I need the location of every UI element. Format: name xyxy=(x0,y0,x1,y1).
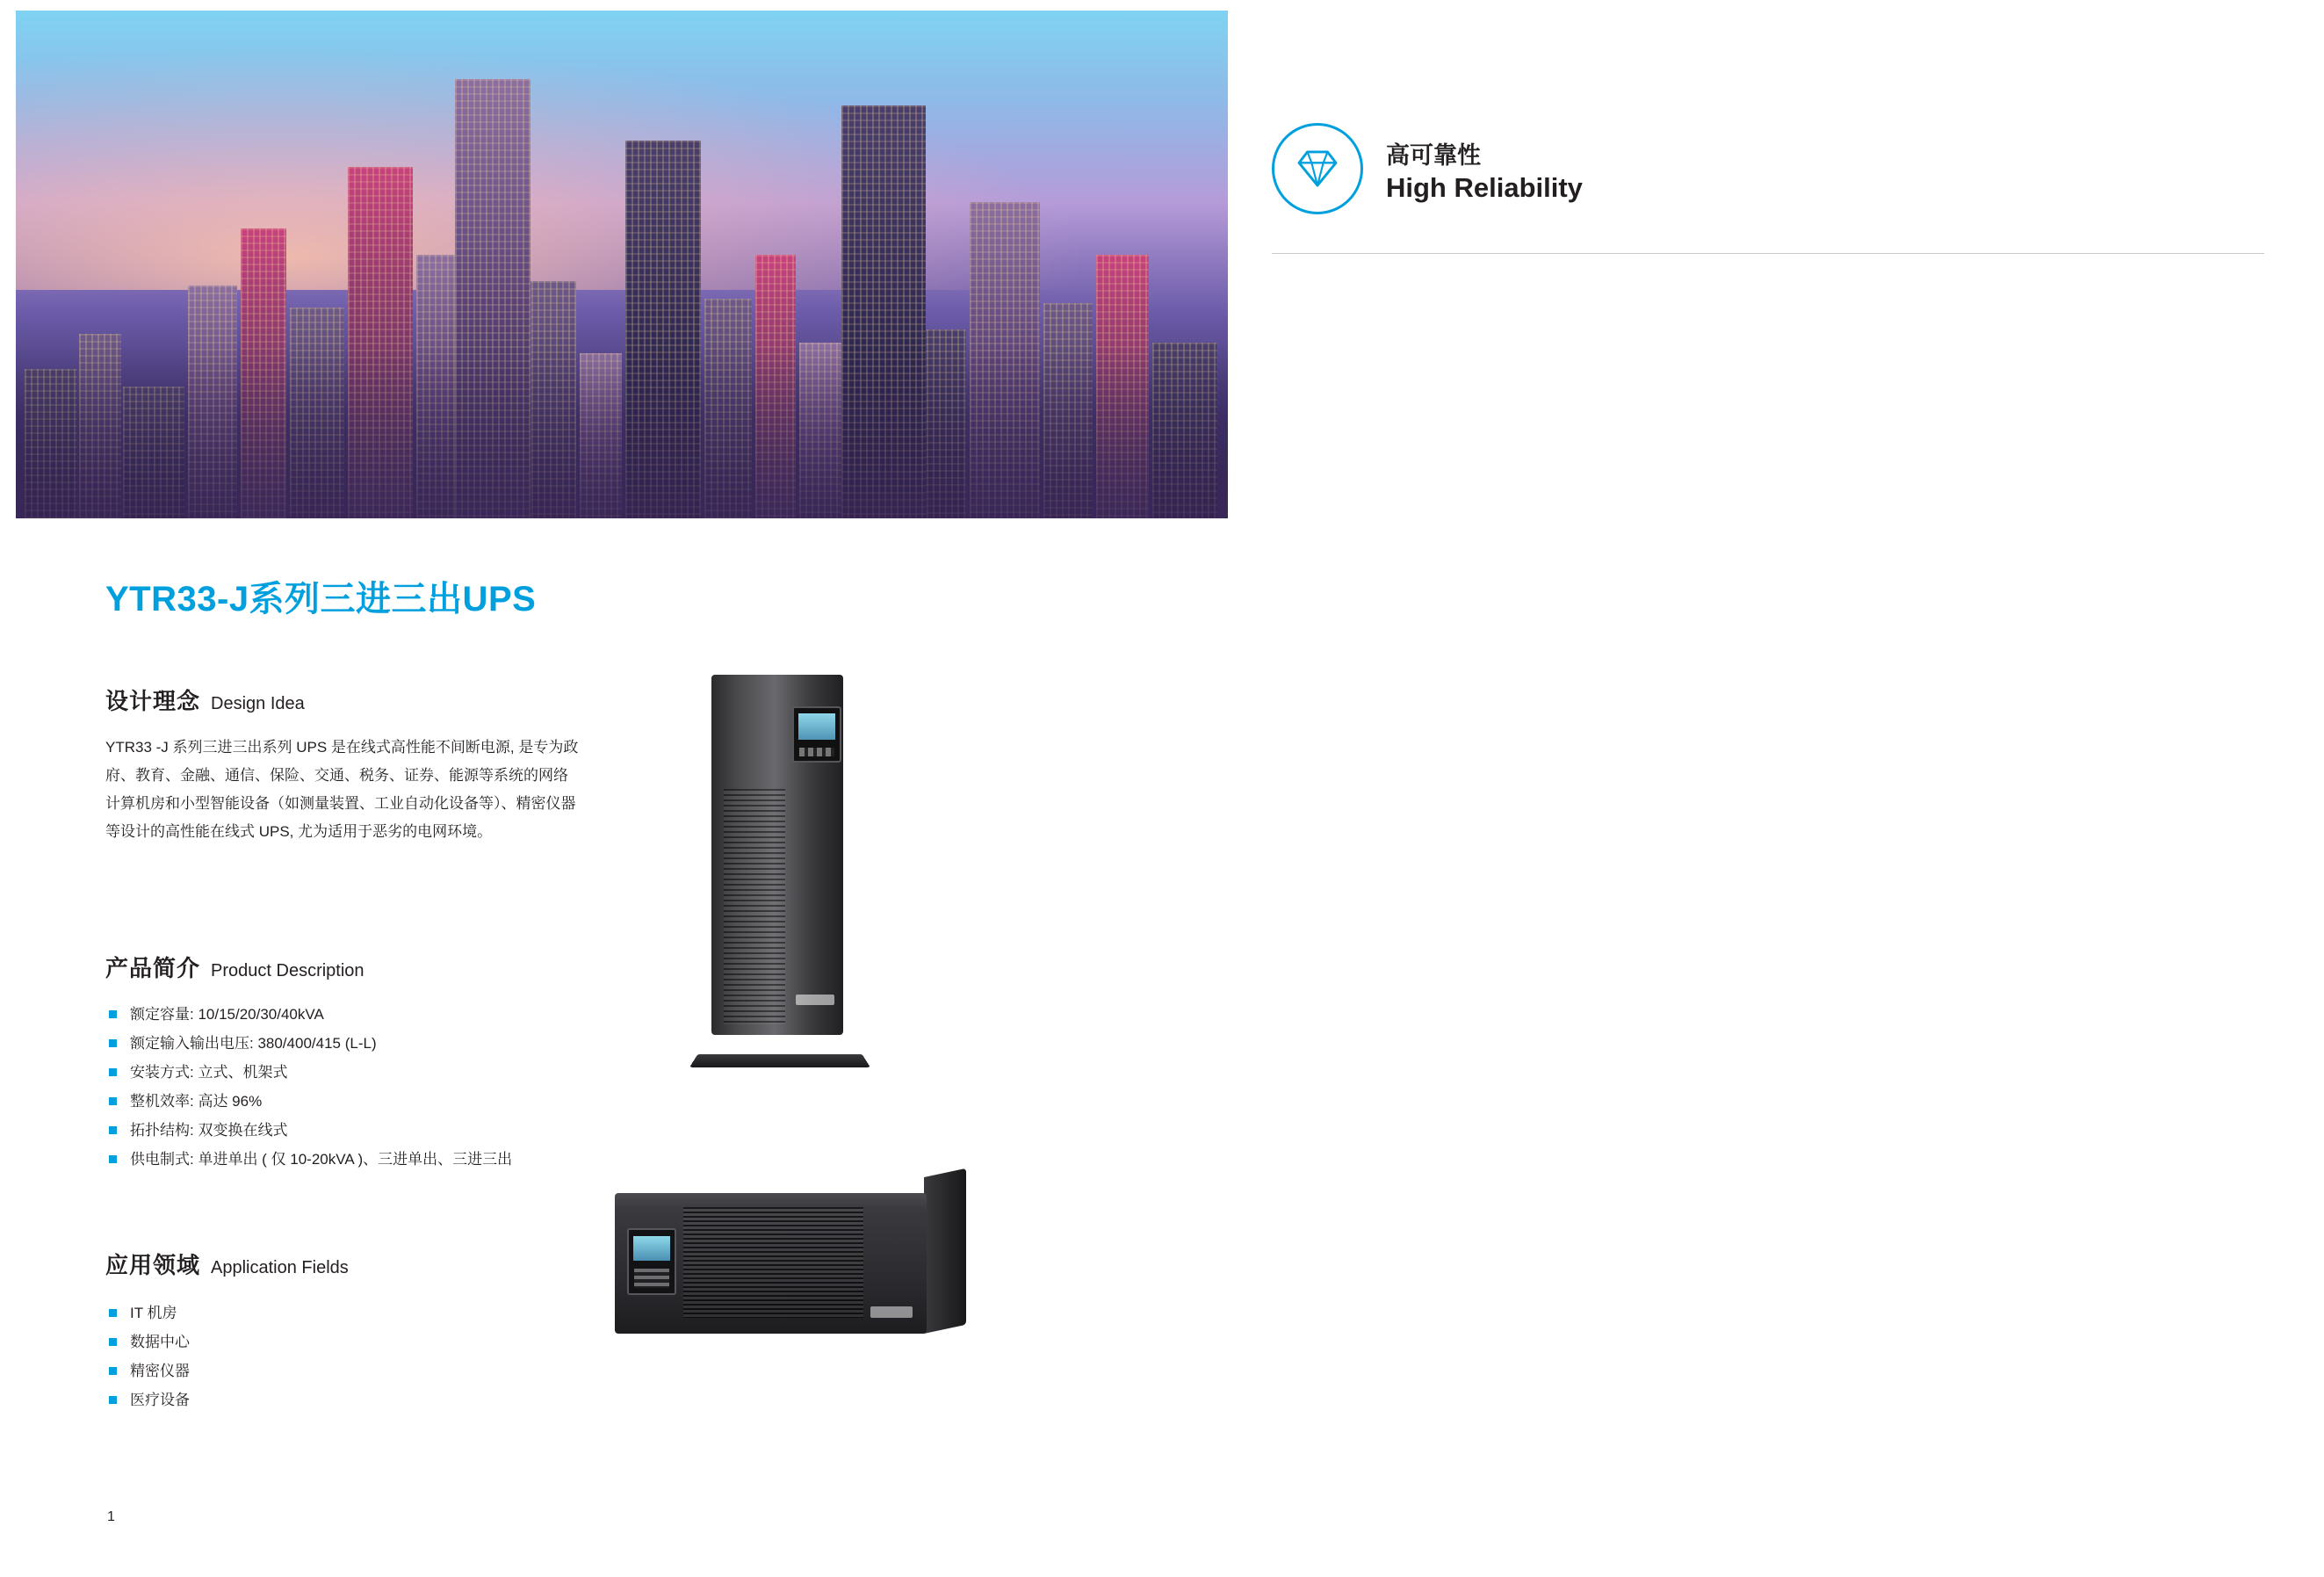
tower-lcd-screen xyxy=(798,713,835,740)
section-title-cn: 高可靠性 xyxy=(1386,142,1481,169)
list-item: IT 机房 xyxy=(107,1298,458,1327)
tower-stand xyxy=(689,1054,870,1067)
rack-lcd-screen xyxy=(633,1236,670,1261)
design-idea-heading xyxy=(105,684,305,716)
rack-chassis xyxy=(615,1193,927,1334)
page-number-left: 1 xyxy=(107,1509,115,1524)
brand-logo xyxy=(870,1306,913,1318)
tower-vents xyxy=(724,789,785,1024)
list-item: 安装方式: 立式、机架式 xyxy=(107,1058,669,1087)
design-idea-body: YTR33 -J 系列三进三出系列 UPS 是在线式高性能不间断电源, 是专为政府、教育、金融、通信、保险、交通、税务、证券、能源等系统的网络计算机房和小型智能设备（如测量装置、工业自动化设备等）、精密仪器等设计的高性能在线式 UPS, 尤为适用于恶劣的电网环境。 xyxy=(105,739,579,840)
rack-buttons xyxy=(634,1269,669,1288)
product-description-heading-en: Product Description xyxy=(211,961,364,980)
hero-city-image xyxy=(16,11,1228,518)
application-fields-heading-en: Application Fields xyxy=(211,1258,349,1277)
rack-vent-mesh xyxy=(683,1207,863,1318)
product-description-heading xyxy=(105,951,364,983)
application-fields-heading-cn: 应用领域 xyxy=(105,1252,201,1278)
design-idea-heading-en: Design Idea xyxy=(211,694,305,713)
tower-chassis xyxy=(711,675,843,1035)
list-item: 整机效率: 高达 96% xyxy=(107,1087,669,1116)
atmosphere-haze xyxy=(16,345,1228,518)
rack-control-panel xyxy=(627,1228,676,1295)
section-title-en: High Reliability xyxy=(1386,172,1583,203)
list-item: 医疗设备 xyxy=(107,1385,458,1414)
application-fields-list xyxy=(107,1298,458,1414)
diamond-glyph xyxy=(1297,150,1338,187)
product-description-heading-cn: 产品简介 xyxy=(105,955,201,981)
list-item: 额定输入输出电压: 380/400/415 (L-L) xyxy=(107,1029,669,1058)
list-item: 精密仪器 xyxy=(107,1356,458,1385)
list-item: 额定容量: 10/15/20/30/40kVA xyxy=(107,1000,669,1029)
product-description-list xyxy=(107,1000,669,1174)
tower-control-panel xyxy=(792,706,841,763)
list-item: 数据中心 xyxy=(107,1327,458,1356)
list-item: 拓扑结构: 双变换在线式 xyxy=(107,1116,669,1145)
tower-buttons xyxy=(799,748,834,756)
ups-rack-image xyxy=(615,1177,966,1349)
application-fields-heading xyxy=(105,1248,349,1280)
page-title: YTR33-J系列三进三出UPS xyxy=(105,580,537,619)
ups-tower-image xyxy=(703,675,856,1053)
brand-logo xyxy=(796,995,834,1005)
diamond-icon xyxy=(1272,123,1363,214)
right-page xyxy=(1162,0,2324,1577)
rack-side-panel xyxy=(924,1168,966,1334)
divider xyxy=(1272,253,2264,254)
design-idea-heading-cn: 设计理念 xyxy=(105,688,201,714)
list-item: 供电制式: 单进单出 ( 仅 10-20kVA )、三进单出、三进三出 xyxy=(107,1145,669,1174)
